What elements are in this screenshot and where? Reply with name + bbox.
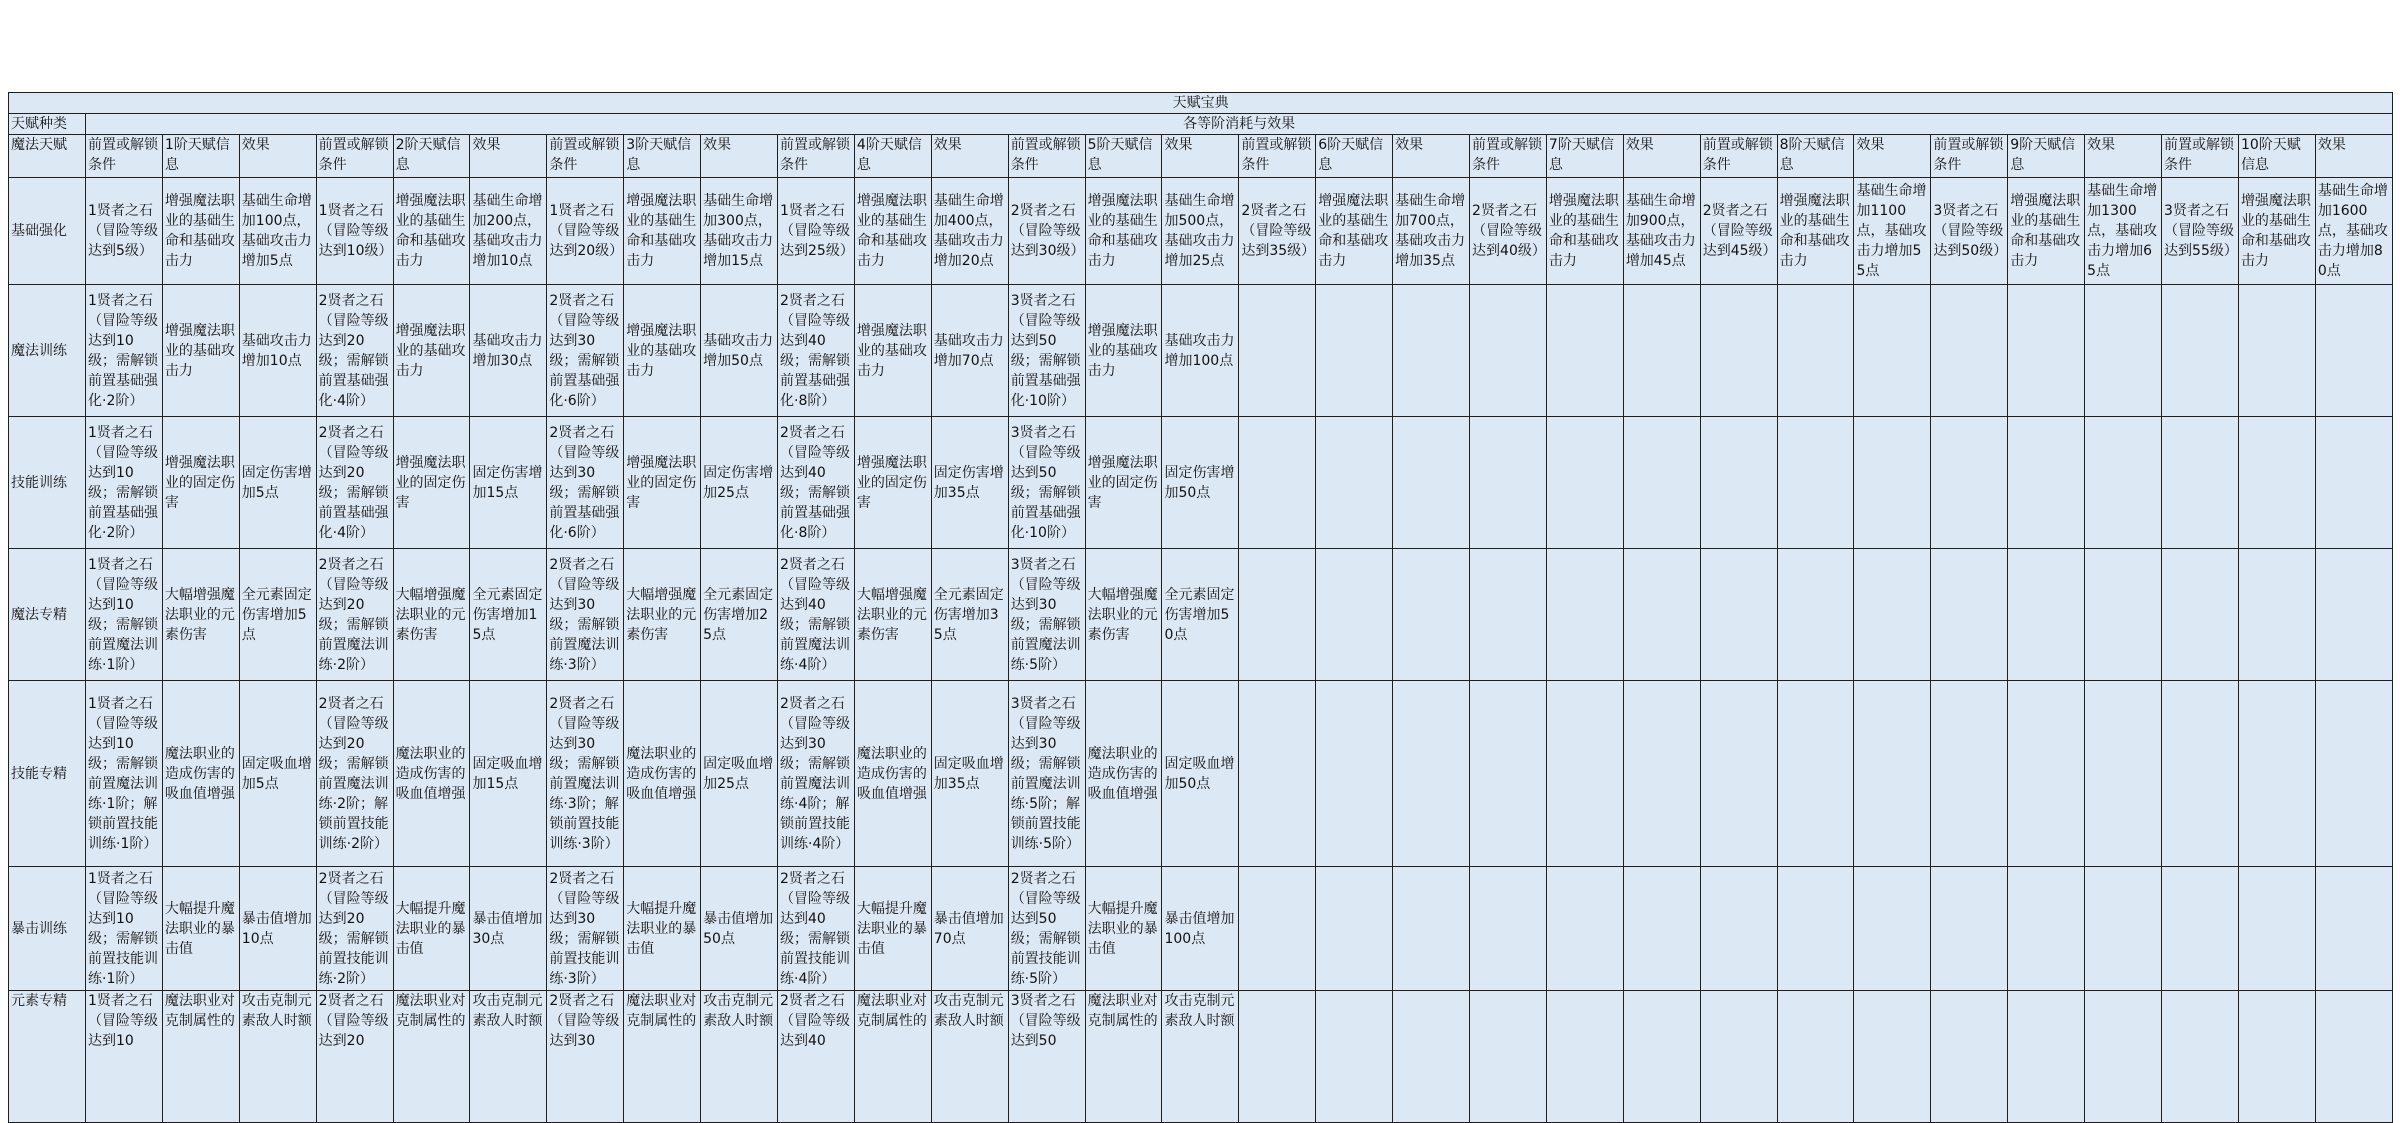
cell-effect: 固定吸血增加5点 [239,681,316,867]
header-cell-condition-tier-8: 前置或解锁条件 [1700,135,1777,178]
header-cell-info-tier-8: 8阶天赋信息 [1777,135,1854,178]
cell-info: 增强魔法职业的固定伤害 [393,417,470,549]
cell-condition: 2贤者之石（冒险等级达到30级；需解锁前置魔法训练·3阶） [547,549,624,681]
cell-condition [2162,417,2239,549]
cell-condition: 3贤者之石（冒险等级达到30级；需解锁前置魔法训练·5阶） [1008,549,1085,681]
cell-info [1316,991,1393,1123]
cell-condition [1931,867,2008,991]
cell-effect [1393,681,1470,867]
header-cell-info-tier-10: 10阶天赋信息 [2238,135,2315,178]
cell-info: 增强魔法职业的固定伤害 [1085,417,1162,549]
cell-effect [1393,285,1470,417]
cell-info: 增强魔法职业的固定伤害 [162,417,239,549]
cell-condition [1239,867,1316,991]
cell-info [2008,991,2085,1123]
cell-condition [1470,285,1547,417]
cell-effect [1854,681,1931,867]
cell-effect [2085,867,2162,991]
cell-info [2008,549,2085,681]
cell-info: 增强魔法职业的基础生命和基础攻击力 [854,178,931,285]
cell-condition [1470,991,1547,1123]
cell-info [1777,867,1854,991]
cell-effect [1393,991,1470,1123]
cell-info: 增强魔法职业的基础生命和基础攻击力 [1546,178,1623,285]
cell-info [2008,417,2085,549]
cell-condition: 2贤者之石（冒险等级达到40级；需解锁前置基础强化·8阶） [778,417,855,549]
header-cell-effect-tier-5: 效果 [1162,135,1239,178]
cell-condition: 1贤者之石（冒险等级达到10级；需解锁前置基础强化·2阶） [86,417,163,549]
cell-info [2008,867,2085,991]
table-title: 天赋宝典 [9,93,2393,114]
cell-info: 魔法职业的造成伤害的吸血值增强 [854,681,931,867]
cell-effect [2085,681,2162,867]
cell-effect [1393,867,1470,991]
cell-condition [1470,549,1547,681]
row-label: 基础强化 [9,178,86,285]
cell-condition [1239,681,1316,867]
cell-info: 增强魔法职业的基础生命和基础攻击力 [1085,178,1162,285]
cell-effect: 全元素固定伤害增加50点 [1162,549,1239,681]
cell-effect [1623,867,1700,991]
header-cell-effect-tier-6: 效果 [1393,135,1470,178]
cell-effect: 基础生命增加1600点，基础攻击力增加80点 [2315,178,2392,285]
row-label: 技能训练 [9,417,86,549]
cell-condition: 2贤者之石（冒险等级达到20级；需解锁前置基础强化·4阶） [316,417,393,549]
cell-effect [1623,285,1700,417]
row-label: 暴击训练 [9,867,86,991]
row-label: 魔法专精 [9,549,86,681]
cell-info: 魔法职业对克制属性的 [854,991,931,1123]
cell-effect: 基础生命增加900点，基础攻击力增加45点 [1623,178,1700,285]
header-cell-info-tier-6: 6阶天赋信息 [1316,135,1393,178]
header-cell-condition-tier-7: 前置或解锁条件 [1470,135,1547,178]
cell-effect [2085,549,2162,681]
cell-info: 增强魔法职业的基础攻击力 [624,285,701,417]
header-cell-effect-tier-3: 效果 [701,135,778,178]
cell-condition: 2贤者之石（冒险等级达到40 [778,991,855,1123]
header-cell-condition-tier-5: 前置或解锁条件 [1008,135,1085,178]
cell-condition: 2贤者之石（冒险等级达到30 [547,991,624,1123]
row-label: 魔法训练 [9,285,86,417]
cell-info: 魔法职业对克制属性的 [393,991,470,1123]
cell-effect: 暴击值增加30点 [470,867,547,991]
cell-condition: 1贤者之石（冒险等级达到5级） [86,178,163,285]
cell-condition [1239,991,1316,1123]
cell-effect: 攻击克制元素敌人时额 [470,991,547,1123]
cell-effect: 固定吸血增加50点 [1162,681,1239,867]
cell-info: 增强魔法职业的基础攻击力 [854,285,931,417]
cell-effect: 基础生命增加1100点，基础攻击力增加55点 [1854,178,1931,285]
cell-effect: 固定伤害增加25点 [701,417,778,549]
cell-info: 大幅提升魔法职业的暴击值 [393,867,470,991]
cell-condition: 1贤者之石（冒险等级达到10级；需解锁前置技能训练·1阶） [86,867,163,991]
cell-effect: 暴击值增加70点 [931,867,1008,991]
cell-info: 大幅提升魔法职业的暴击值 [624,867,701,991]
cell-info [1316,417,1393,549]
header-cell-category: 魔法天赋 [9,135,86,178]
header-cell-effect-tier-7: 效果 [1623,135,1700,178]
cell-condition: 1贤者之石（冒险等级达到10级；需解锁前置基础强化·2阶） [86,285,163,417]
cell-info [1316,549,1393,681]
cell-condition: 2贤者之石（冒险等级达到30级；需解锁前置魔法训练·4阶；解锁前置技能训练·4阶） [778,681,855,867]
cell-condition [1700,417,1777,549]
cell-condition [1239,417,1316,549]
cell-condition [2162,681,2239,867]
header-cell-effect-tier-8: 效果 [1854,135,1931,178]
talent-table-sheet [8,92,2392,1123]
cell-condition: 2贤者之石（冒险等级达到20 [316,991,393,1123]
cell-condition: 2贤者之石（冒险等级达到20级；需解锁前置基础强化·4阶） [316,285,393,417]
cell-condition: 3贤者之石（冒险等级达到50级） [1931,178,2008,285]
cell-info: 增强魔法职业的基础生命和基础攻击力 [393,178,470,285]
cell-info [1546,867,1623,991]
cell-info [2238,285,2315,417]
header-cell-info-tier-7: 7阶天赋信息 [1546,135,1623,178]
cell-effect [1393,417,1470,549]
cell-condition: 2贤者之石（冒险等级达到30级；需解锁前置基础强化·6阶） [547,285,624,417]
cell-info: 增强魔法职业的基础生命和基础攻击力 [2008,178,2085,285]
cell-info: 增强魔法职业的基础生命和基础攻击力 [1777,178,1854,285]
cell-effect [2315,285,2392,417]
header-cell-condition-tier-6: 前置或解锁条件 [1239,135,1316,178]
cell-info [1546,549,1623,681]
cell-condition [1700,681,1777,867]
cell-effect: 基础攻击力增加30点 [470,285,547,417]
cell-condition [1931,991,2008,1123]
cell-effect: 全元素固定伤害增加25点 [701,549,778,681]
cell-condition [1239,549,1316,681]
cell-condition: 3贤者之石（冒险等级达到30级；需解锁前置魔法训练·5阶；解锁前置技能训练·5阶） [1008,681,1085,867]
cell-condition: 1贤者之石（冒险等级达到10 [86,991,163,1123]
table-row [9,178,2393,285]
cell-info: 大幅提升魔法职业的暴击值 [1085,867,1162,991]
table-row [9,549,2393,681]
cell-effect [1623,549,1700,681]
cell-condition: 2贤者之石（冒险等级达到45级） [1700,178,1777,285]
table-row [9,285,2393,417]
cell-info [1777,991,1854,1123]
cell-condition [1700,991,1777,1123]
cell-info [1777,417,1854,549]
cell-effect [2315,681,2392,867]
cell-effect [1854,417,1931,549]
cell-condition [1931,285,2008,417]
cell-effect [2315,549,2392,681]
cell-condition: 2贤者之石（冒险等级达到40级；需解锁前置基础强化·8阶） [778,285,855,417]
cell-condition: 2贤者之石（冒险等级达到40级） [1470,178,1547,285]
cell-effect: 攻击克制元素敌人时额 [1162,991,1239,1123]
talent-table [8,92,2393,1123]
cell-condition: 2贤者之石（冒险等级达到50级；需解锁前置技能训练·5阶） [1008,867,1085,991]
cell-effect: 全元素固定伤害增加5点 [239,549,316,681]
cell-condition: 2贤者之石（冒险等级达到35级） [1239,178,1316,285]
cell-info [2238,867,2315,991]
cell-condition: 2贤者之石（冒险等级达到40级；需解锁前置技能训练·4阶） [778,867,855,991]
cell-info: 大幅增强魔法职业的元素伤害 [162,549,239,681]
cell-effect: 攻击克制元素敌人时额 [931,991,1008,1123]
cell-condition: 2贤者之石（冒险等级达到40级；需解锁前置魔法训练·4阶） [778,549,855,681]
cell-info: 大幅增强魔法职业的元素伤害 [1085,549,1162,681]
cell-condition [1931,549,2008,681]
cell-info: 增强魔法职业的基础生命和基础攻击力 [624,178,701,285]
cell-info [2238,549,2315,681]
cell-effect [2315,417,2392,549]
cell-info: 魔法职业对克制属性的 [624,991,701,1123]
cell-info: 增强魔法职业的基础生命和基础攻击力 [162,178,239,285]
cell-info: 大幅提升魔法职业的暴击值 [854,867,931,991]
cell-info [2238,417,2315,549]
cell-effect [2085,991,2162,1123]
header-cell-condition-tier-4: 前置或解锁条件 [778,135,855,178]
cell-info [1777,681,1854,867]
cell-condition [1470,417,1547,549]
cell-effect: 基础攻击力增加10点 [239,285,316,417]
cell-effect: 固定吸血增加25点 [701,681,778,867]
row-label: 技能专精 [9,681,86,867]
cell-info: 魔法职业的造成伤害的吸血值增强 [1085,681,1162,867]
cell-condition: 3贤者之石（冒险等级达到50级；需解锁前置基础强化·10阶） [1008,285,1085,417]
cell-condition [1700,285,1777,417]
cell-effect: 固定伤害增加15点 [470,417,547,549]
cell-info: 魔法职业的造成伤害的吸血值增强 [162,681,239,867]
header-cell-condition-tier-10: 前置或解锁条件 [2162,135,2239,178]
cell-info [2008,681,2085,867]
cell-effect [1623,991,1700,1123]
cell-condition: 1贤者之石（冒险等级达到10级；需解锁前置魔法训练·1阶） [86,549,163,681]
cell-info [2238,681,2315,867]
cell-effect [2315,991,2392,1123]
cell-info: 大幅增强魔法职业的元素伤害 [393,549,470,681]
cell-condition: 1贤者之石（冒险等级达到25级） [778,178,855,285]
cell-effect: 基础生命增加300点，基础攻击力增加15点 [701,178,778,285]
cell-effect [2085,417,2162,549]
cell-condition: 3贤者之石（冒险等级达到50级；需解锁前置基础强化·10阶） [1008,417,1085,549]
cell-effect: 固定吸血增加35点 [931,681,1008,867]
section-label: 各等阶消耗与效果 [86,114,2393,135]
header-cell-effect-tier-4: 效果 [931,135,1008,178]
cell-info: 增强魔法职业的基础攻击力 [162,285,239,417]
cell-info: 魔法职业的造成伤害的吸血值增强 [393,681,470,867]
header-cell-info-tier-5: 5阶天赋信息 [1085,135,1162,178]
cell-effect: 基础生命增加700点，基础攻击力增加35点 [1393,178,1470,285]
cell-condition: 3贤者之石（冒险等级达到55级） [2162,178,2239,285]
table-row [9,417,2393,549]
header-cell-condition-tier-9: 前置或解锁条件 [1931,135,2008,178]
cell-effect: 固定伤害增加35点 [931,417,1008,549]
header-cell-info-tier-3: 3阶天赋信息 [624,135,701,178]
cell-condition: 2贤者之石（冒险等级达到20级；需解锁前置魔法训练·2阶） [316,549,393,681]
cell-condition: 3贤者之石（冒险等级达到50 [1008,991,1085,1123]
cell-condition [1470,867,1547,991]
header-cell-info-tier-2: 2阶天赋信息 [393,135,470,178]
cell-effect: 固定伤害增加5点 [239,417,316,549]
cell-info: 增强魔法职业的基础生命和基础攻击力 [1316,178,1393,285]
cell-info [1316,285,1393,417]
cell-condition: 2贤者之石（冒险等级达到20级；需解锁前置技能训练·2阶） [316,867,393,991]
cell-condition: 1贤者之石（冒险等级达到20级） [547,178,624,285]
cell-effect: 全元素固定伤害增加15点 [470,549,547,681]
cell-info: 魔法职业的造成伤害的吸血值增强 [624,681,701,867]
cell-condition [1239,285,1316,417]
header-cell-effect-tier-1: 效果 [239,135,316,178]
cell-effect: 暴击值增加50点 [701,867,778,991]
cell-condition [2162,991,2239,1123]
cell-condition: 2贤者之石（冒险等级达到20级；需解锁前置魔法训练·2阶；解锁前置技能训练·2阶） [316,681,393,867]
cell-info: 大幅增强魔法职业的元素伤害 [854,549,931,681]
row-label: 元素专精 [9,991,86,1123]
cell-condition: 2贤者之石（冒险等级达到30级；需解锁前置技能训练·3阶） [547,867,624,991]
cell-effect [1854,991,1931,1123]
header-cell-effect-tier-2: 效果 [470,135,547,178]
cell-info [1546,991,1623,1123]
cell-effect [1393,549,1470,681]
cell-condition: 2贤者之石（冒险等级达到30级；需解锁前置基础强化·6阶） [547,417,624,549]
cell-info: 魔法职业对克制属性的 [1085,991,1162,1123]
cell-effect: 基础生命增加200点，基础攻击力增加10点 [470,178,547,285]
cell-info: 增强魔法职业的基础生命和基础攻击力 [2238,178,2315,285]
cell-effect: 基础攻击力增加50点 [701,285,778,417]
cell-effect: 基础生命增加500点，基础攻击力增加25点 [1162,178,1239,285]
cell-condition: 2贤者之石（冒险等级达到30级；需解锁前置魔法训练·3阶；解锁前置技能训练·3阶） [547,681,624,867]
cell-info [1546,681,1623,867]
cell-effect: 暴击值增加10点 [239,867,316,991]
cell-condition [1700,867,1777,991]
cell-info [1777,285,1854,417]
cell-effect: 暴击值增加100点 [1162,867,1239,991]
cell-info: 增强魔法职业的基础攻击力 [393,285,470,417]
header-cell-info-tier-1: 1阶天赋信息 [162,135,239,178]
cell-effect [1854,867,1931,991]
cell-condition [1931,681,2008,867]
cell-condition [2162,549,2239,681]
cell-condition: 1贤者之石（冒险等级达到10级；需解锁前置魔法训练·1阶；解锁前置技能训练·1阶） [86,681,163,867]
cell-effect: 固定吸血增加15点 [470,681,547,867]
cell-info [1777,549,1854,681]
cell-effect: 基础生命增加100点，基础攻击力增加5点 [239,178,316,285]
cell-effect: 基础攻击力增加100点 [1162,285,1239,417]
cell-condition [2162,285,2239,417]
cell-condition [1931,417,2008,549]
cell-info [1546,285,1623,417]
cell-condition [2162,867,2239,991]
header-cell-effect-tier-10: 效果 [2315,135,2392,178]
cell-effect [2315,867,2392,991]
cell-info: 增强魔法职业的固定伤害 [854,417,931,549]
cell-effect [1623,681,1700,867]
cell-effect [2085,285,2162,417]
cell-effect [1623,417,1700,549]
cell-info [1316,681,1393,867]
header-cell-condition-tier-2: 前置或解锁条件 [316,135,393,178]
cell-effect: 基础攻击力增加70点 [931,285,1008,417]
cell-info [2238,991,2315,1123]
cell-effect: 基础生命增加1300点，基础攻击力增加65点 [2085,178,2162,285]
header-cell-condition-tier-3: 前置或解锁条件 [547,135,624,178]
table-row [9,681,2393,867]
cell-effect [1854,285,1931,417]
table-row [9,867,2393,991]
category-label: 天赋种类 [9,114,86,135]
cell-info: 增强魔法职业的基础攻击力 [1085,285,1162,417]
cell-condition: 2贤者之石（冒险等级达到30级） [1008,178,1085,285]
table-row [9,991,2393,1123]
cell-condition [1700,549,1777,681]
cell-info: 大幅提升魔法职业的暴击值 [162,867,239,991]
cell-effect: 基础生命增加400点，基础攻击力增加20点 [931,178,1008,285]
cell-effect: 固定伤害增加50点 [1162,417,1239,549]
cell-effect: 攻击克制元素敌人时额 [701,991,778,1123]
cell-effect [1854,549,1931,681]
cell-info [2008,285,2085,417]
cell-effect: 全元素固定伤害增加35点 [931,549,1008,681]
cell-info: 增强魔法职业的固定伤害 [624,417,701,549]
header-cell-info-tier-9: 9阶天赋信息 [2008,135,2085,178]
cell-info [1546,417,1623,549]
cell-condition [1470,681,1547,867]
header-cell-effect-tier-9: 效果 [2085,135,2162,178]
cell-info [1316,867,1393,991]
header-cell-condition-tier-1: 前置或解锁条件 [86,135,163,178]
cell-info: 魔法职业对克制属性的 [162,991,239,1123]
cell-effect: 攻击克制元素敌人时额 [239,991,316,1123]
cell-info: 大幅增强魔法职业的元素伤害 [624,549,701,681]
header-cell-info-tier-4: 4阶天赋信息 [854,135,931,178]
cell-condition: 1贤者之石（冒险等级达到10级） [316,178,393,285]
